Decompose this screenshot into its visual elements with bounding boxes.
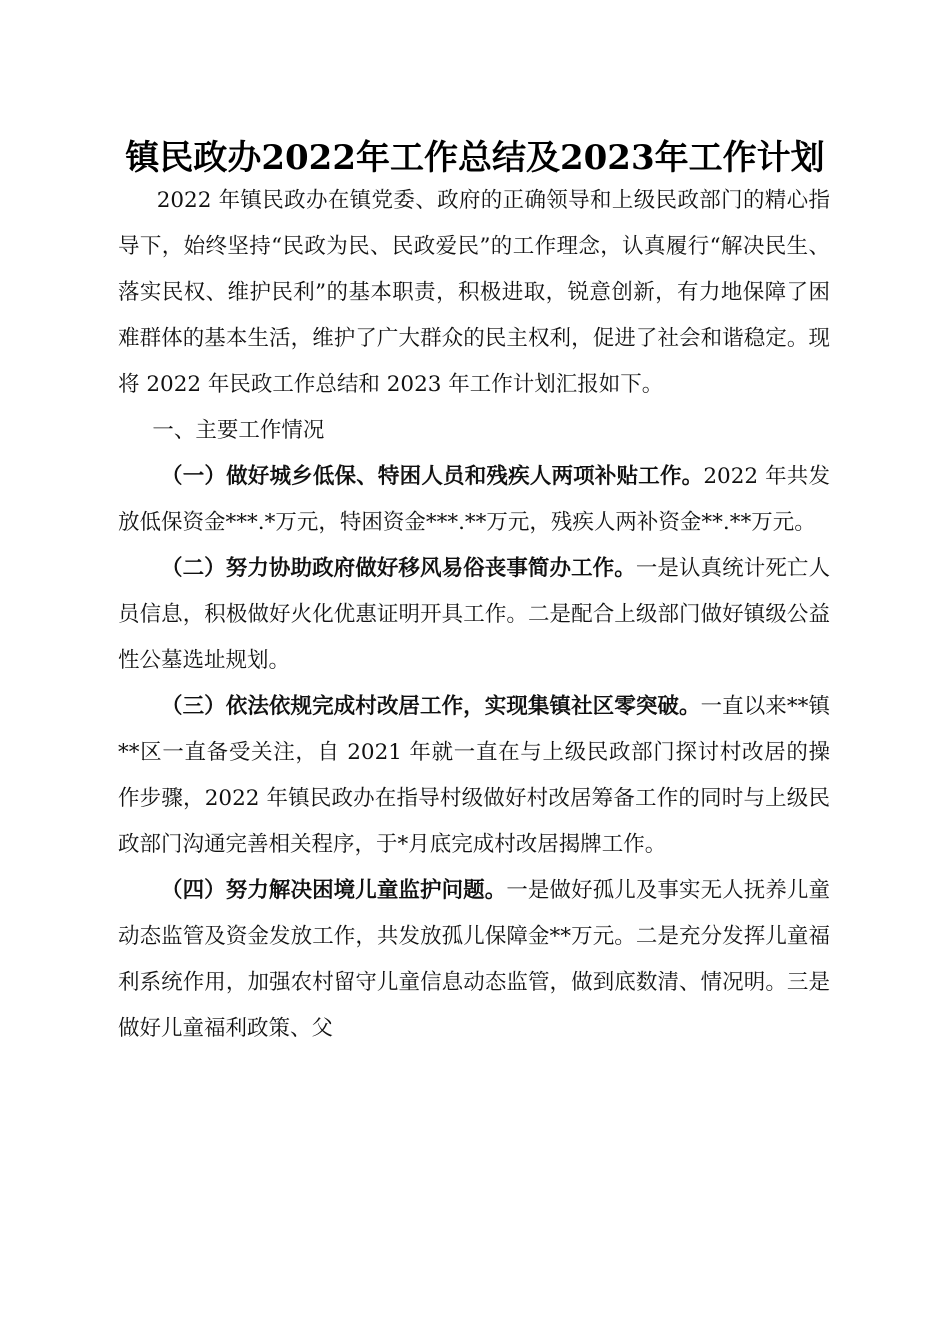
- item-subheading: （一）做好城乡低保、特困人员和残疾人两项补贴工作。: [161, 464, 704, 489]
- item-text: 2022 年共发放低保资金***.*万元，特困资金***.**万元，残疾人两补资金**.**万元。: [118, 464, 830, 535]
- intro-paragraph: 2022 年镇民政办在镇党委、政府的正确领导和上级民政部门的精心指导下，始终坚持“民政为民、民政爱民”的工作理念，认真履行“解决民生、落实民权、维护民利”的基本职责，积极进取，锐意创新，有力地保障了困难群体的基本生活，维护了广大群众的民主权利，促进了社会和谐稳定。现将 2022 年民政工作总结和 2023 年工作计划汇报如下。: [118, 188, 830, 397]
- item-text: 一是认真统计死亡人员信息，积极做好火化优惠证明开具工作。二是配合上级部门做好镇级公益性公墓选址规划。: [118, 556, 830, 673]
- document-body: [118, 178, 830, 1052]
- item-subheading: （四）努力解决困境儿童监护问题。: [161, 878, 507, 903]
- item-text: 一是做好孤儿及事实无人抚养儿童动态监管及资金发放工作，共发放孤儿保障金**万元。二是充分发挥儿童福利系统作用，加强农村留守儿童信息动态监管，做到底数清、情况明。三是做好儿童福利政策、父: [118, 878, 830, 1041]
- item-subheading: （三）依法依规完成村改居工作，实现集镇社区零突破。: [161, 694, 701, 719]
- section-heading: 一、主要工作情况: [152, 418, 325, 443]
- item-paragraph-2: [118, 546, 830, 684]
- item-paragraph-4: [118, 868, 830, 1052]
- item-text: 一直以来**镇**区一直备受关注，自 2021 年就一直在与上级民政部门探讨村改居的操作步骤，2022 年镇民政办在指导村级做好村改居筹备工作的同时与上级民政部门沟通完善相关程序，于*月底完成村改居揭牌工作。: [118, 694, 830, 857]
- page-title: 镇民政办2022年工作总结及2023年工作计划: [125, 138, 825, 178]
- item-subheading: （二）努力协助政府做好移风易俗丧事简办工作。: [161, 556, 636, 581]
- item-paragraph-1: [118, 454, 830, 546]
- item-paragraph-3: [118, 684, 830, 868]
